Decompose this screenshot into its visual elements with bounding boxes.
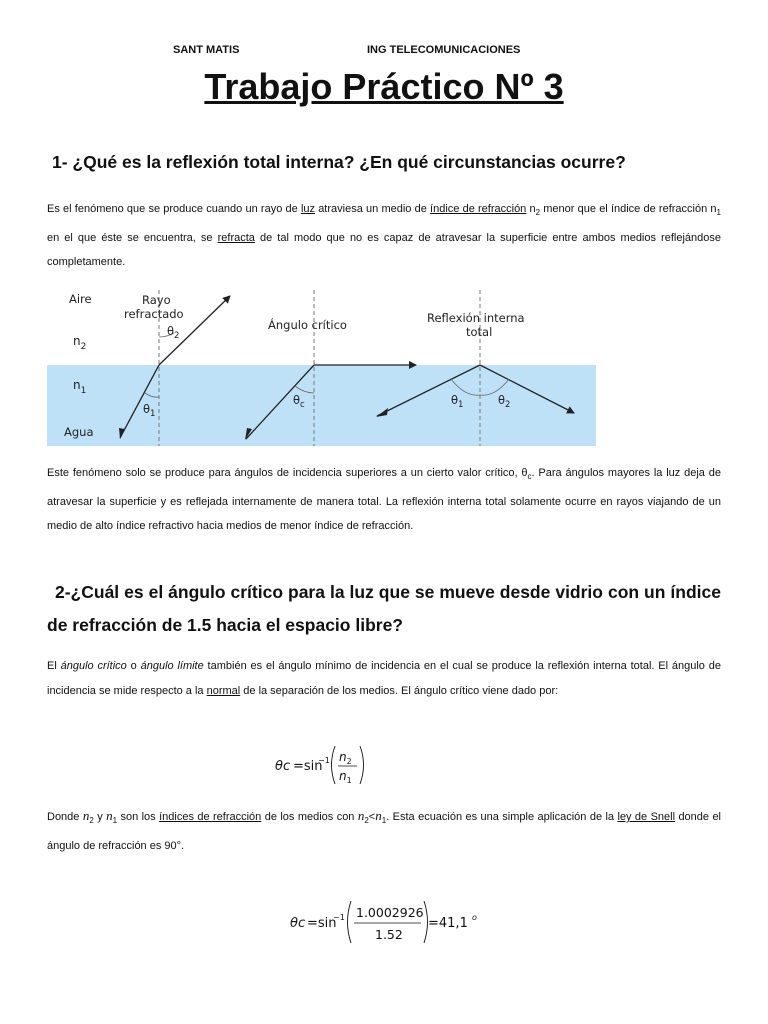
- svg-text:θcθc=sin: θc: [275, 759, 291, 774]
- course-name: ING TELECOMUNICACIONES: [367, 44, 521, 56]
- svg-text:o: o: [472, 913, 477, 922]
- svg-text:=41,1: =41,1: [428, 916, 468, 931]
- svg-text:=sin: =sin: [293, 759, 323, 774]
- label-n2: $n_2$: [73, 334, 87, 352]
- question-2-heading: 2-¿Cuál es el ángulo crítico para la luz que se mueve desde vidrio con un índice de refracción de 1.5 hacia el espacio libre?: [47, 582, 721, 635]
- svg-text:−1: −1: [318, 756, 330, 765]
- label-reflexion-interna: Reflexión interna: [427, 311, 525, 325]
- label-theta2-reflection: $\theta_2$: [498, 393, 511, 410]
- link-refracta[interactable]: refracta: [217, 231, 255, 244]
- label-theta1-incident: $\theta_1$: [143, 402, 156, 419]
- author-name: SANT MATIS: [173, 44, 240, 56]
- label-refractado: refractado: [124, 307, 184, 321]
- link-indice-refraccion[interactable]: índice de refracción: [430, 203, 527, 215]
- paragraph-critical-angle: Este fenómeno solo se produce para ángulos de incidencia superiores a un cierto valor crítico, $\theta_c$. Para ángulos mayores la luz deja de atravesar la superficie y es reflejada internamente de manera total. La reflexión interna total solamente ocurre en rayos viajando de un medio de alto índice refractivo hacia medios de menor índice de refracción.: [47, 467, 721, 533]
- label-theta1-reflection: $\theta_1$: [451, 393, 464, 410]
- label-theta2-refracted: $\theta_2$: [167, 324, 180, 341]
- critical-angle-formula: [273, 740, 393, 790]
- svg-text:n2: $n_2$: [339, 750, 352, 766]
- svg-text:1.0002926: 1.0002926: [356, 905, 424, 920]
- label-n1: $n_1$: [73, 378, 87, 396]
- label-thetac: $\theta_c$: [293, 393, 305, 410]
- svg-text:−1: −1: [333, 913, 345, 922]
- link-ley-de-snell[interactable]: ley de Snell: [617, 811, 676, 823]
- svg-text:n1: $n_1$: [339, 769, 352, 785]
- paragraph-definition: Es el fenómeno que se produce cuando un rayo de luz atraviesa un medio de índice de refracción $n_2$ menor que el índice de refracción $n_1$ en el que éste se encuentra, se refracta de tal modo que no es capaz de atravesar la superficie entre ambos medios reflejándose completamente.: [47, 203, 721, 269]
- page-title: Trabajo Práctico Nº 3: [204, 66, 564, 107]
- link-luz[interactable]: luz: [300, 203, 315, 215]
- paragraph-snell: Donde $n_2$ y $n_1$ son los índices de refracción de los medios con $n_2<n_1$. Esta ecuación es una simple aplicación de la ley de Snell donde el ángulo de refracción es 90°.: [47, 808, 721, 852]
- svg-text:=sin: =sin: [307, 916, 337, 931]
- link-indices-refraccion[interactable]: índices de refracción: [159, 811, 262, 823]
- label-angulo-critico: Ángulo crítico: [268, 318, 347, 332]
- label-rayo: Rayo: [142, 293, 171, 307]
- label-total: total: [466, 325, 493, 339]
- critical-angle-result-formula: [289, 895, 489, 947]
- question-1-heading: 1- ¿Qué es la reflexión total interna? ¿En qué circunstancias ocurre?: [52, 152, 626, 172]
- svg-text:θc: θc: [290, 916, 306, 931]
- total-internal-reflection-figure: [47, 282, 596, 446]
- svg-text:1.52: 1.52: [375, 927, 403, 942]
- label-aire: Aire: [69, 292, 92, 306]
- water-region: [47, 365, 596, 446]
- paragraph-angle-definition: El ángulo crítico o ángulo límite también es el ángulo mínimo de incidencia en el cual se produce la reflexión interna total. El ángulo de incidencia se mide respecto a la normal de la separación de los medios. El ángulo crítico viene dado por:: [47, 660, 721, 697]
- link-normal[interactable]: normal: [206, 684, 241, 697]
- label-agua: Agua: [64, 425, 94, 439]
